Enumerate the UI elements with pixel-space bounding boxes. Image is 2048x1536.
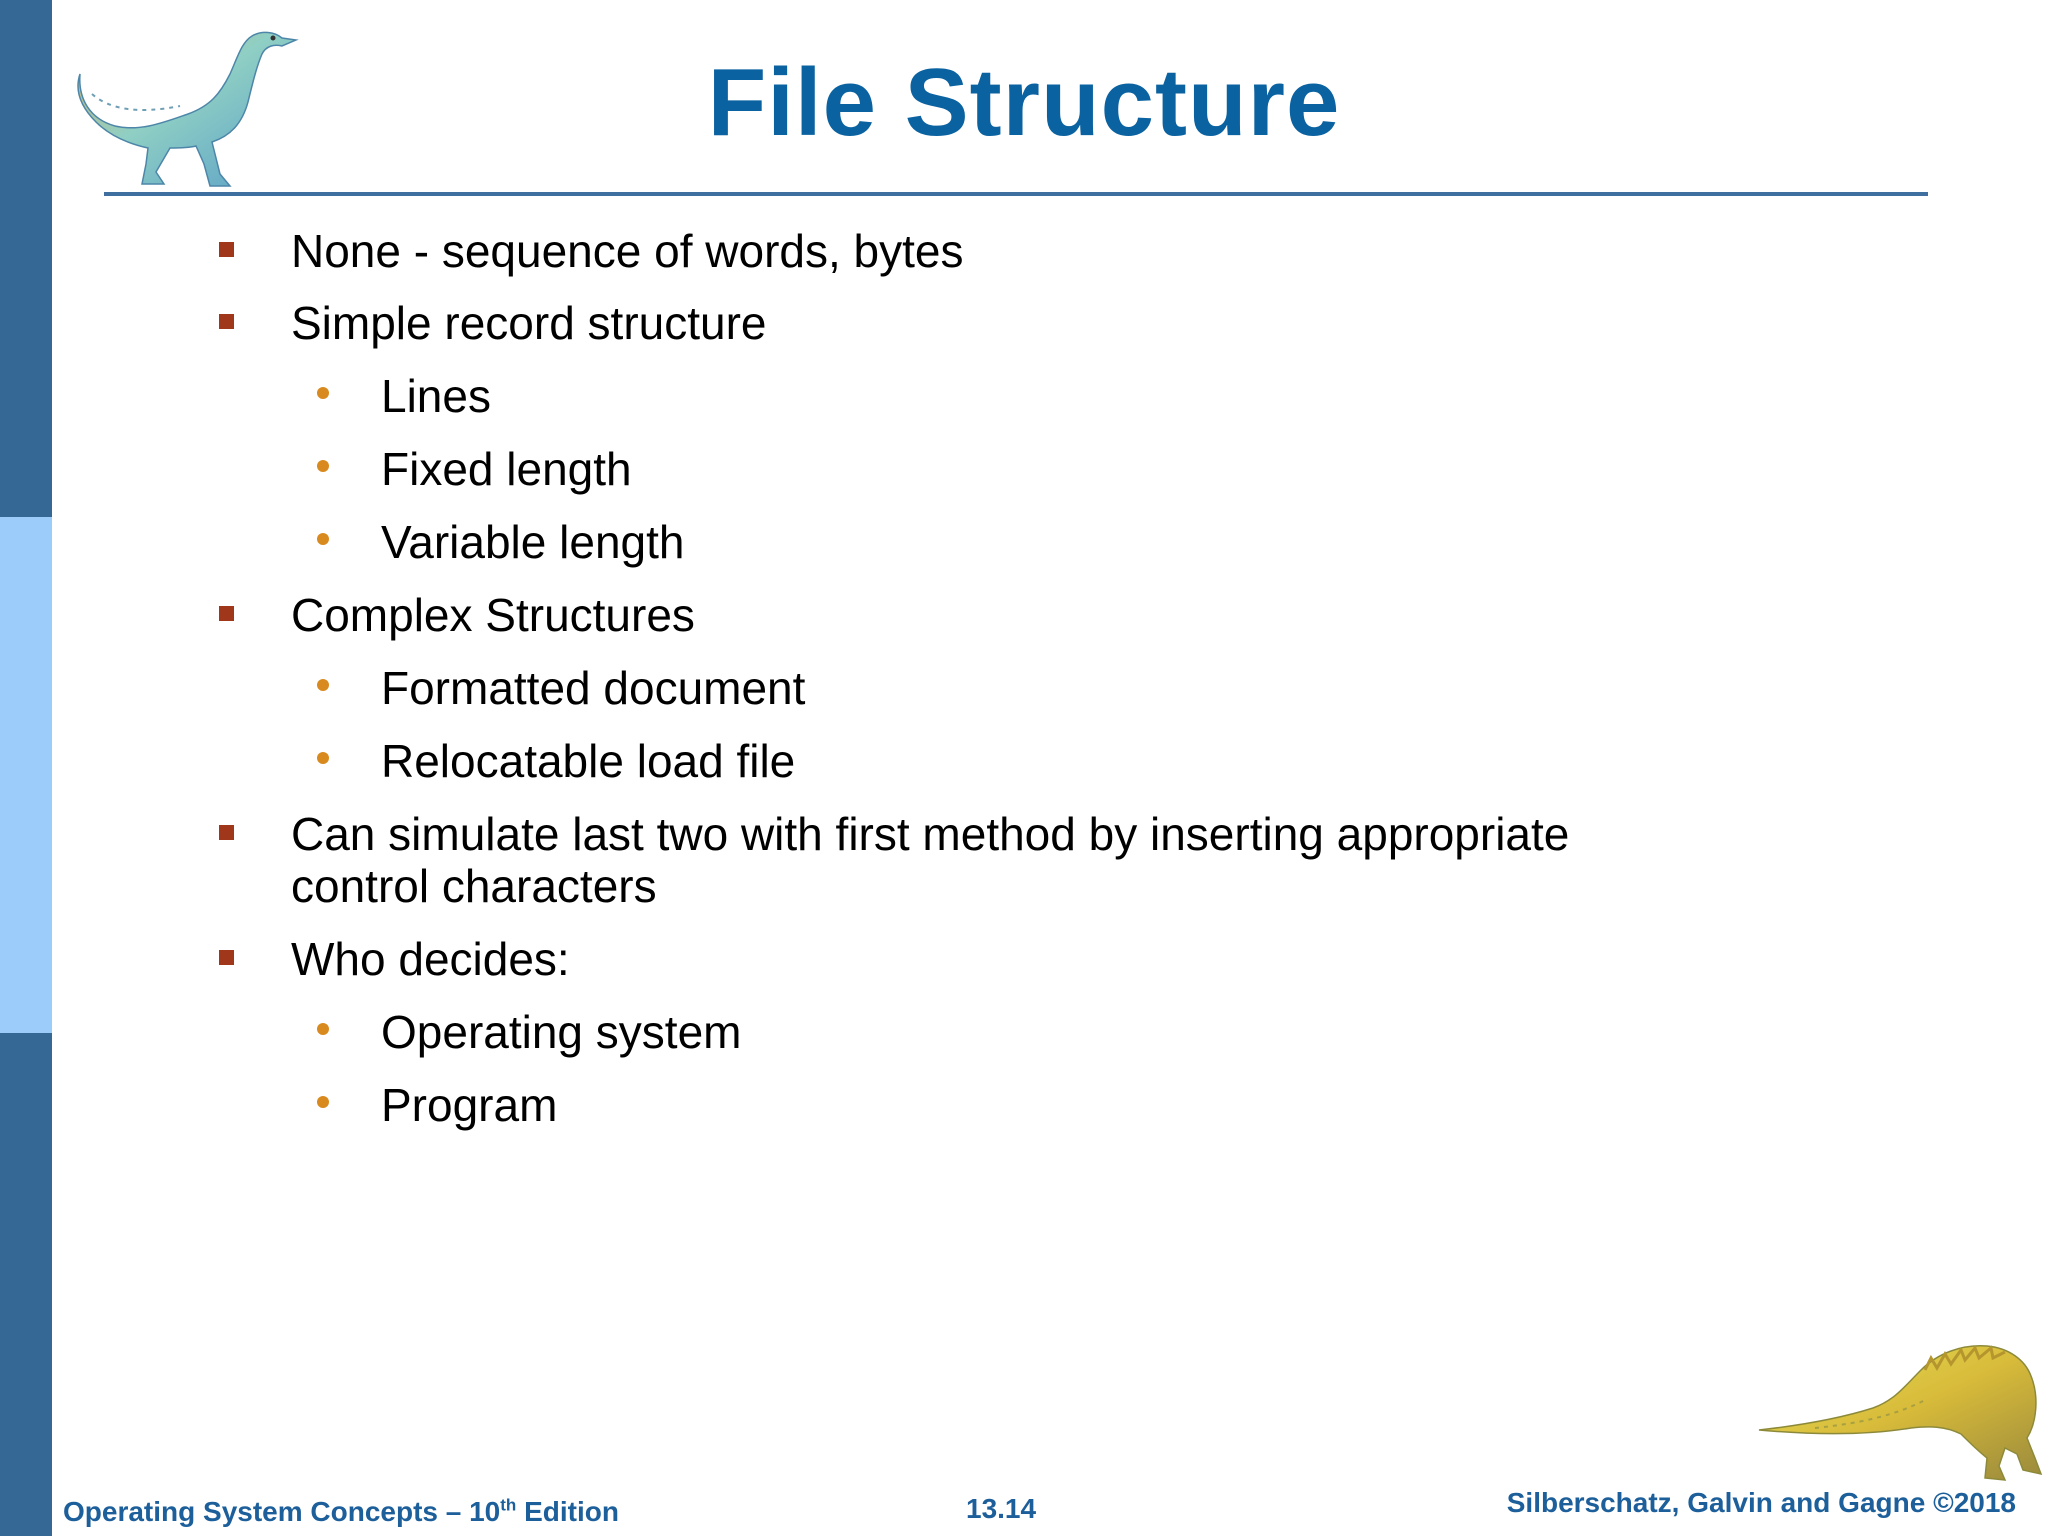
bullet-item [291, 589, 695, 641]
footer-copyright: Silberschatz, Galvin and Gagne ©2018 [1506, 1487, 2016, 1518]
dot-bullet-icon [317, 533, 329, 545]
bullet-text-line-2: control characters [291, 860, 657, 912]
dot-bullet-icon [317, 752, 329, 764]
dinosaur-icon [1755, 1330, 2045, 1490]
bullet-text: Lines [381, 370, 491, 422]
dot-bullet-icon [317, 460, 329, 472]
bullet-text: Fixed length [381, 443, 632, 495]
footer-book-sup: th [500, 1495, 517, 1515]
bullet-item [291, 808, 1569, 912]
bullet-text: None - sequence of words, bytes [291, 225, 964, 277]
bullet-text: Operating system [381, 1006, 742, 1058]
square-bullet-icon [219, 606, 234, 621]
dot-bullet-icon [317, 1023, 329, 1035]
square-bullet-icon [219, 825, 234, 840]
bullet-text: Who decides: [291, 933, 570, 985]
footer-page-number: 13.14 [966, 1493, 1037, 1524]
slide-title: File Structure [707, 49, 1341, 156]
bullet-item [291, 225, 963, 277]
sub-bullet-item [381, 370, 491, 422]
footer-book-title [63, 1495, 619, 1529]
bullet-item [291, 933, 570, 985]
dot-bullet-icon [317, 1096, 329, 1108]
footer-book-prefix: Operating System Concepts – 10 [63, 1496, 501, 1527]
bullet-text: Program [381, 1079, 558, 1131]
sub-bullet-item [381, 1006, 741, 1058]
bullet-text: Simple record structure [291, 297, 767, 349]
square-bullet-icon [219, 950, 234, 965]
bullet-text: Formatted document [381, 662, 806, 714]
dot-bullet-icon [317, 387, 329, 399]
bullet-item [291, 297, 767, 349]
square-bullet-icon [219, 314, 234, 329]
footer-book-suffix: Edition [516, 1496, 619, 1527]
bullet-text-line-1: Can simulate last two with first method by inserting appropriate [291, 808, 1570, 860]
bullet-text: Relocatable load file [381, 735, 796, 787]
dot-bullet-icon [317, 679, 329, 691]
bullet-text: Variable length [381, 516, 685, 568]
sub-bullet-item [381, 1079, 557, 1131]
square-bullet-icon [219, 242, 234, 257]
bullet-text: Complex Structures [291, 589, 695, 641]
sub-bullet-item [381, 443, 632, 495]
sub-bullet-item [381, 735, 795, 787]
sub-bullet-item [381, 516, 684, 568]
sub-bullet-item [381, 662, 805, 714]
